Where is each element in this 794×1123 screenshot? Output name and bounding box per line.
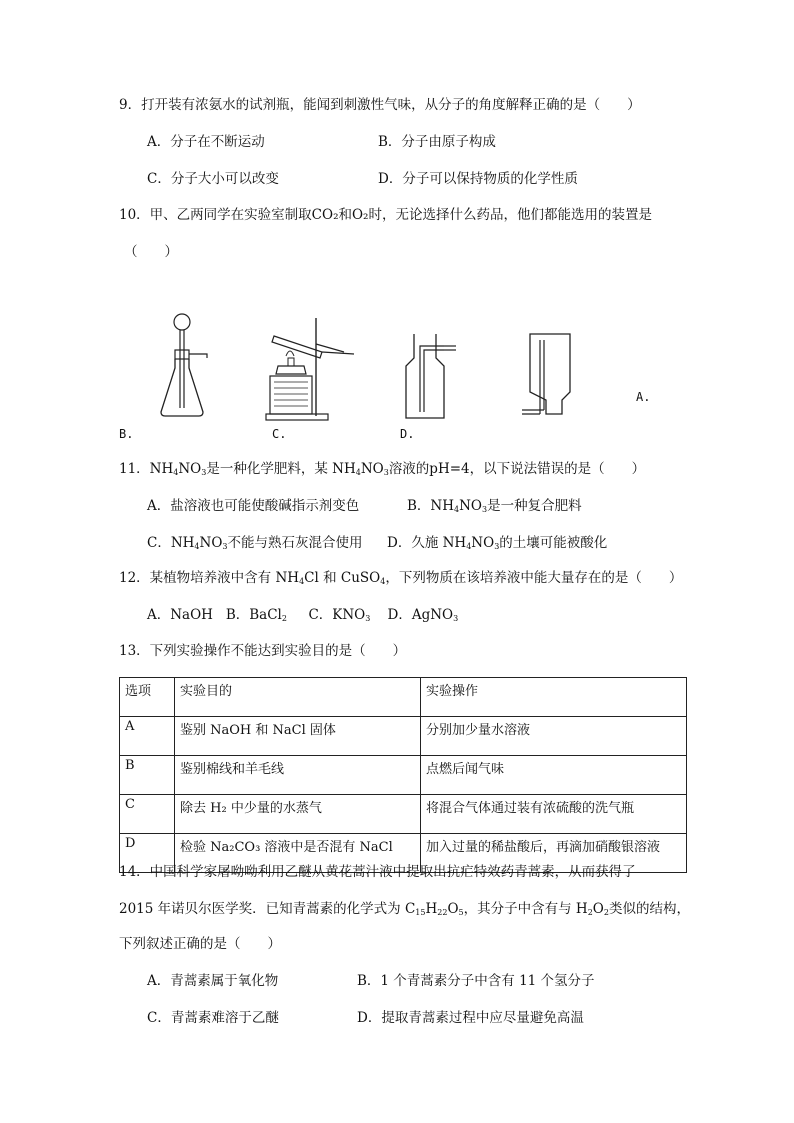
table-row <box>120 717 687 756</box>
table-header-cell: 实验目的 <box>175 678 421 717</box>
table-header-cell: 实验操作 <box>421 678 687 717</box>
table-cell: 加入过量的稀盐酸后，再滴加硝酸银溶液 <box>421 834 687 873</box>
inverted-gas-bottle-icon <box>518 330 580 422</box>
q9-option-b: B．分子由原子构成 <box>378 134 496 150</box>
table-row <box>120 795 687 834</box>
table-cell: A <box>120 717 175 756</box>
q10-label-d: D. <box>400 427 415 441</box>
q14-line1: 14．中国科学家屠呦呦利用乙醚从黄花蒿汁液中提取出抗疟特效药青蒿素，从而获得了 <box>119 864 636 880</box>
q14-line2: 2015 年诺贝尔医学奖．已知青蒿素的化学式为 $C_{15}H_{22}O_5$，其分子中含有与 $H_2O_2$类似的结构， <box>119 901 690 917</box>
table-cell: D <box>120 834 175 873</box>
table-cell: 将混合气体通过装有浓硫酸的洗气瓶 <box>421 795 687 834</box>
table-cell: 鉴别棉线和羊毛线 <box>175 756 421 795</box>
q12-option-c: C．$KNO_3$ <box>308 607 371 623</box>
q9-stem: 9．打开装有浓氨水的试剂瓶，能闻到刺激性气味，从分子的角度解释正确的是（ ） <box>119 97 641 113</box>
q11-stem: 11．$NH_4NO_3$是一种化学肥料，某 $NH_4NO_3$溶液的pH=4，以下说法错误的是（ ） <box>119 461 646 477</box>
table-header-cell: 选项 <box>120 678 175 717</box>
q10-label-a: A. <box>636 390 651 404</box>
q14-line3: 下列叙述正确的是（ ） <box>119 936 281 952</box>
table-header-row <box>120 678 687 717</box>
q9-option-c: C．分子大小可以改变 <box>147 171 279 187</box>
q12-option-a: A．NaOH <box>147 607 213 623</box>
q12-stem: 12．某植物培养液中含有 $NH_4Cl$ 和 CuSO$_4$，下列物质在该培养液中能大量存在的是（ ） <box>119 570 683 586</box>
q13-stem: 13．下列实验操作不能达到实验目的是（ ） <box>119 643 407 659</box>
table-cell: B <box>120 756 175 795</box>
q10-label-b: B. <box>119 427 134 441</box>
table-row <box>120 756 687 795</box>
erlenmeyer-flask-with-funnel-icon <box>155 312 215 422</box>
q10-paren: （ ） <box>124 244 178 260</box>
q12-option-d: D．AgNO$_3$ <box>387 607 459 623</box>
q9-option-d: D．分子可以保持物质的化学性质 <box>378 171 578 187</box>
q10-label-c: C. <box>272 427 287 441</box>
alcohol-lamp-heating-setup-icon <box>260 316 360 424</box>
q12-options <box>147 606 458 624</box>
q14-option-c: C．青蒿素难溶于乙醚 <box>147 1010 279 1026</box>
table-cell: C <box>120 795 175 834</box>
q13-table <box>119 677 687 873</box>
q14-option-b: B．1 个青蒿素分子中含有 11 个氢分子 <box>357 973 595 989</box>
table-cell: 点燃后闻气味 <box>421 756 687 795</box>
q9-option-a: A．分子在不断运动 <box>147 134 265 150</box>
q11-option-d: D．久施 $NH_4NO_3$的土壤可能被酸化 <box>387 535 608 551</box>
q10-stem: 10．甲、乙两同学在实验室制取CO₂和O₂时，无论选择什么药品，他们都能选用的装置是 <box>119 207 652 223</box>
table-cell: 鉴别 NaOH 和 NaCl 固体 <box>175 717 421 756</box>
q11-option-c: C．$NH_4NO_3$不能与熟石灰混合使用 <box>147 535 363 551</box>
gas-collecting-bottle-icon <box>400 332 462 422</box>
q14-option-a: A．青蒿素属于氧化物 <box>147 973 279 989</box>
q14-option-d: D．提取青蒿素过程中应尽量避免高温 <box>357 1010 584 1026</box>
table-cell: 检验 Na₂CO₃ 溶液中是否混有 NaCl <box>175 834 421 873</box>
q12-option-b: B．BaCl$_2$ <box>225 607 287 623</box>
q11-option-b: B．$NH_4NO_3$是一种复合肥料 <box>407 498 582 514</box>
table-cell: 分别加少量水溶液 <box>421 717 687 756</box>
q11-option-a: A．盐溶液也可能使酸碱指示剂变色 <box>147 498 360 514</box>
table-cell: 除去 H₂ 中少量的水蒸气 <box>175 795 421 834</box>
